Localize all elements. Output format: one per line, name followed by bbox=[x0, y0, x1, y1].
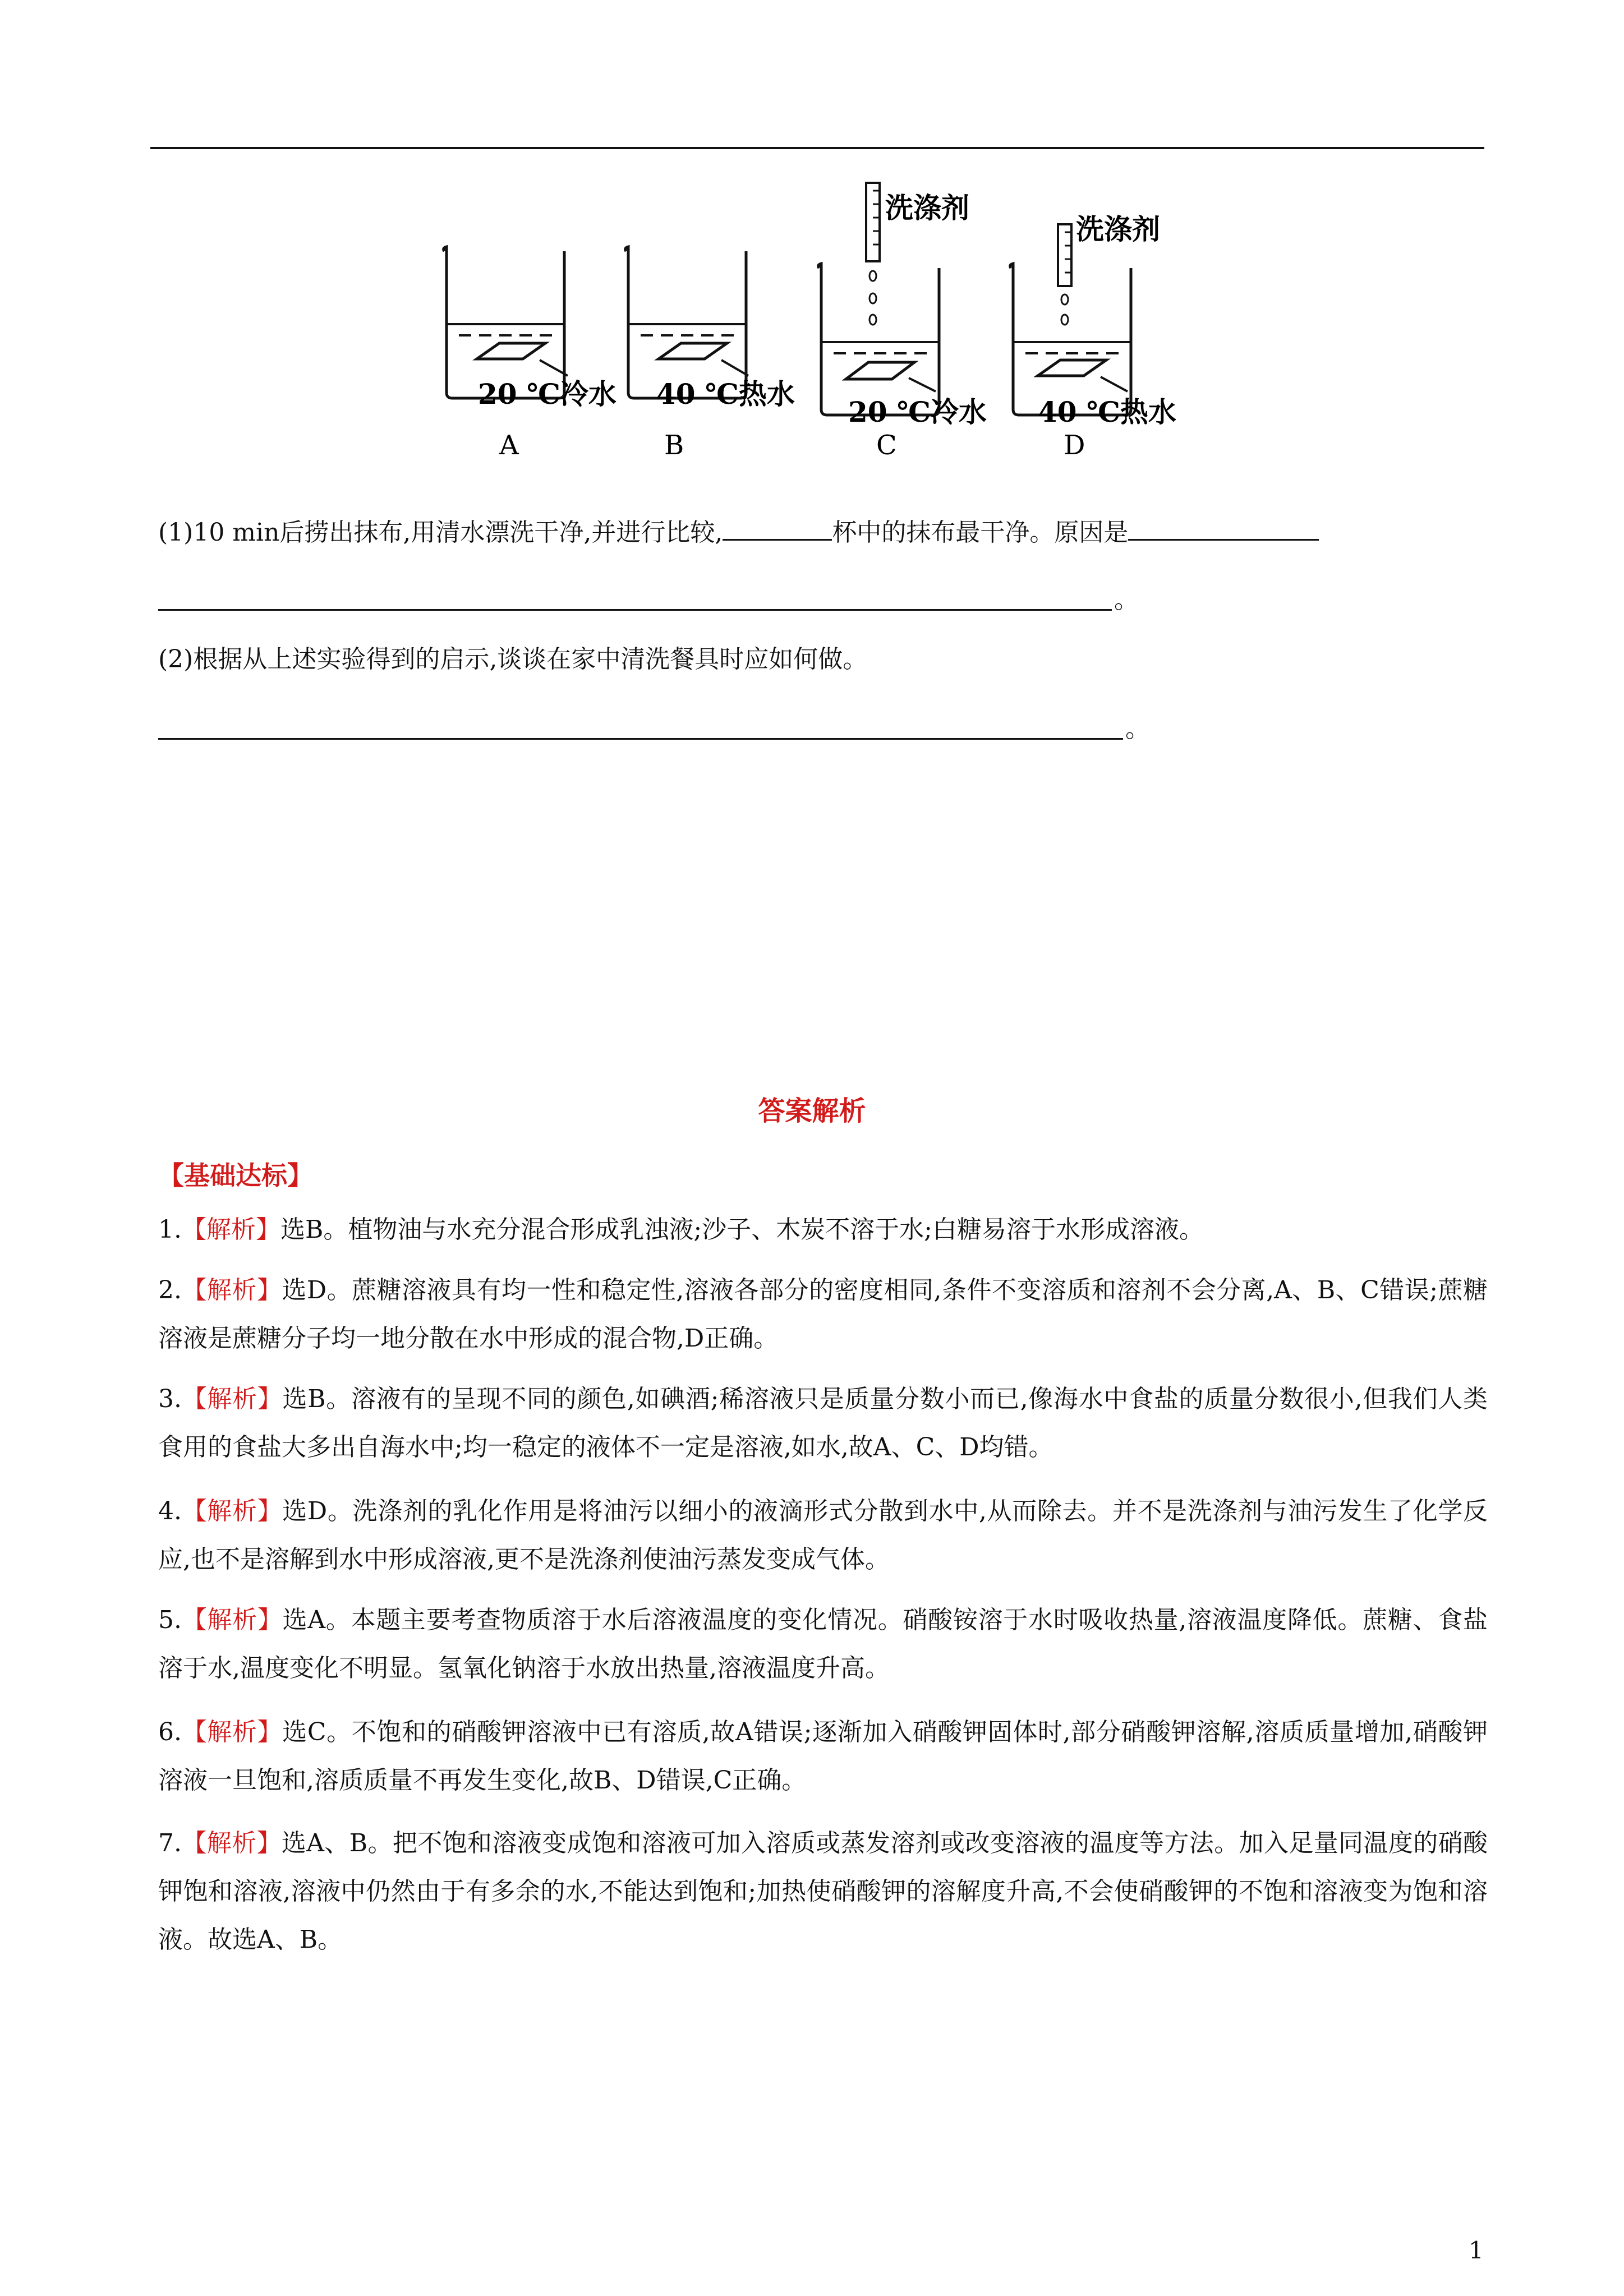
beaker-c-water: 20 ℃冷水 bbox=[848, 395, 987, 428]
question-1-text-a: (1)10 min后捞出抹布,用清水漂洗干净,并进行比较, bbox=[158, 518, 723, 547]
answer-blank-q2[interactable] bbox=[158, 738, 1123, 740]
answer-item-2 bbox=[158, 1266, 1488, 1363]
beaker-d-letter: D bbox=[1064, 430, 1085, 461]
answer-text: 选D。洗涤剂的乳化作用是将油污以细小的液滴形式分散到水中,从而除去。并不是洗涤剂与油污发生了化学反应,也不是溶解到水中形成溶液,更不是洗涤剂使油污蒸发变成气体。 bbox=[158, 1497, 1488, 1574]
beaker-d-detergent: 洗涤剂 bbox=[1076, 213, 1160, 246]
answer-number: 6. bbox=[158, 1718, 182, 1746]
question-1-text-b: 杯中的抹布最干净。原因是 bbox=[832, 518, 1129, 547]
beaker-b-water: 40 ℃热水 bbox=[656, 377, 795, 411]
analysis-tag: 【解析】 bbox=[181, 1606, 283, 1634]
answer-item-3 bbox=[158, 1375, 1488, 1472]
experiment-figure bbox=[393, 179, 1268, 494]
cloth-c bbox=[846, 362, 914, 379]
answer-text: 选B。溶液有的呈现不同的颜色,如碘酒;稀溶液只是质量分数小而已,像海水中食盐的质量分数很小,但我们人类食用的食盐大多出自海水中;均一稳定的液体不一定是溶液,如水,故A、C、D均错。 bbox=[158, 1385, 1488, 1461]
cloth-b bbox=[659, 343, 727, 359]
dropper-d bbox=[1058, 224, 1071, 325]
analysis-tag: 【解析】 bbox=[181, 1276, 282, 1304]
answers-title: 答案解析 bbox=[758, 1095, 866, 1127]
beaker-d-water: 40 ℃热水 bbox=[1038, 395, 1176, 428]
answer-number: 4. bbox=[158, 1497, 182, 1525]
answer-blank-reason[interactable] bbox=[158, 609, 1112, 611]
beaker-a-water: 20 ℃冷水 bbox=[478, 377, 617, 411]
beaker-a-letter: A bbox=[499, 430, 519, 461]
dropper-c bbox=[866, 183, 880, 325]
answer-item-7 bbox=[158, 1819, 1488, 1964]
answer-number: 5. bbox=[158, 1606, 182, 1634]
beaker-b bbox=[625, 247, 795, 461]
answer-item-1 bbox=[158, 1206, 1488, 1254]
analysis-tag: 【解析】 bbox=[181, 1718, 283, 1746]
section-heading: 【基础达标】 bbox=[158, 1160, 313, 1191]
answer-number: 7. bbox=[158, 1829, 182, 1857]
cloth-d bbox=[1038, 360, 1106, 376]
answer-text: 选B。植物油与水充分混合形成乳浊液;沙子、木炭不溶于水;白糖易溶于水形成溶液。 bbox=[280, 1215, 1204, 1244]
beaker-b-letter: B bbox=[664, 430, 684, 461]
answer-item-6 bbox=[158, 1708, 1488, 1805]
answer-text: 选A、B。把不饱和溶液变成饱和溶液可加入溶质或蒸发溶剂或改变溶液的温度等方法。加入足量同温度的硝酸钾饱和溶液,溶液中仍然由于有多余的水,不能达到饱和;加热使硝酸钾的溶解度升高,不会使硝酸钾的不饱和溶液变为饱和溶液。故选A、B。 bbox=[158, 1829, 1488, 1954]
beaker-c bbox=[818, 183, 987, 461]
question-2: (2)根据从上述实验得到的启示,谈谈在家中清洗餐具时应如何做。 bbox=[158, 645, 868, 674]
answer-text: 选A。本题主要考查物质溶于水后溶液温度的变化情况。硝酸铵溶于水时吸收热量,溶液温度降低。蔗糖、食盐溶于水,温度变化不明显。氢氧化钠溶于水放出热量,溶液温度升高。 bbox=[158, 1606, 1488, 1682]
beaker-c-letter: C bbox=[876, 430, 897, 461]
answer-number: 2. bbox=[158, 1276, 182, 1304]
answer-item-4 bbox=[158, 1487, 1488, 1584]
question-1 bbox=[158, 516, 1319, 550]
analysis-tag: 【解析】 bbox=[181, 1385, 283, 1413]
answer-text: 选D。蔗糖溶液具有均一性和稳定性,溶液各部分的密度相同,条件不变溶质和溶剂不会分离,A、B、C错误;蔗糖溶液是蔗糖分子均一地分散在水中形成的混合物,D正确。 bbox=[158, 1276, 1488, 1353]
answer-number: 1. bbox=[158, 1215, 182, 1244]
question-2-period: 。 bbox=[1125, 714, 1150, 743]
question-1-period: 。 bbox=[1114, 585, 1139, 614]
page-number: 1 bbox=[1469, 2237, 1484, 2264]
beaker-c-detergent: 洗涤剂 bbox=[885, 191, 969, 224]
beaker-a bbox=[444, 247, 617, 461]
answer-number: 3. bbox=[158, 1385, 182, 1413]
answer-text: 选C。不饱和的硝酸钾溶液中已有溶质,故A错误;逐渐加入硝酸钾固体时,部分硝酸钾溶解,溶质质量增加,硝酸钾溶液一旦饱和,溶质质量不再发生变化,故B、D错误,C正确。 bbox=[158, 1718, 1488, 1795]
beaker-d bbox=[1010, 213, 1176, 461]
cloth-a bbox=[477, 343, 545, 359]
analysis-tag: 【解析】 bbox=[181, 1829, 282, 1857]
header-rule bbox=[150, 147, 1484, 149]
answer-blank-reason-start[interactable] bbox=[1128, 517, 1319, 541]
answer-blank-cup[interactable] bbox=[723, 517, 832, 541]
analysis-tag: 【解析】 bbox=[181, 1497, 283, 1525]
analysis-tag: 【解析】 bbox=[181, 1215, 280, 1244]
answer-item-5 bbox=[158, 1596, 1488, 1693]
